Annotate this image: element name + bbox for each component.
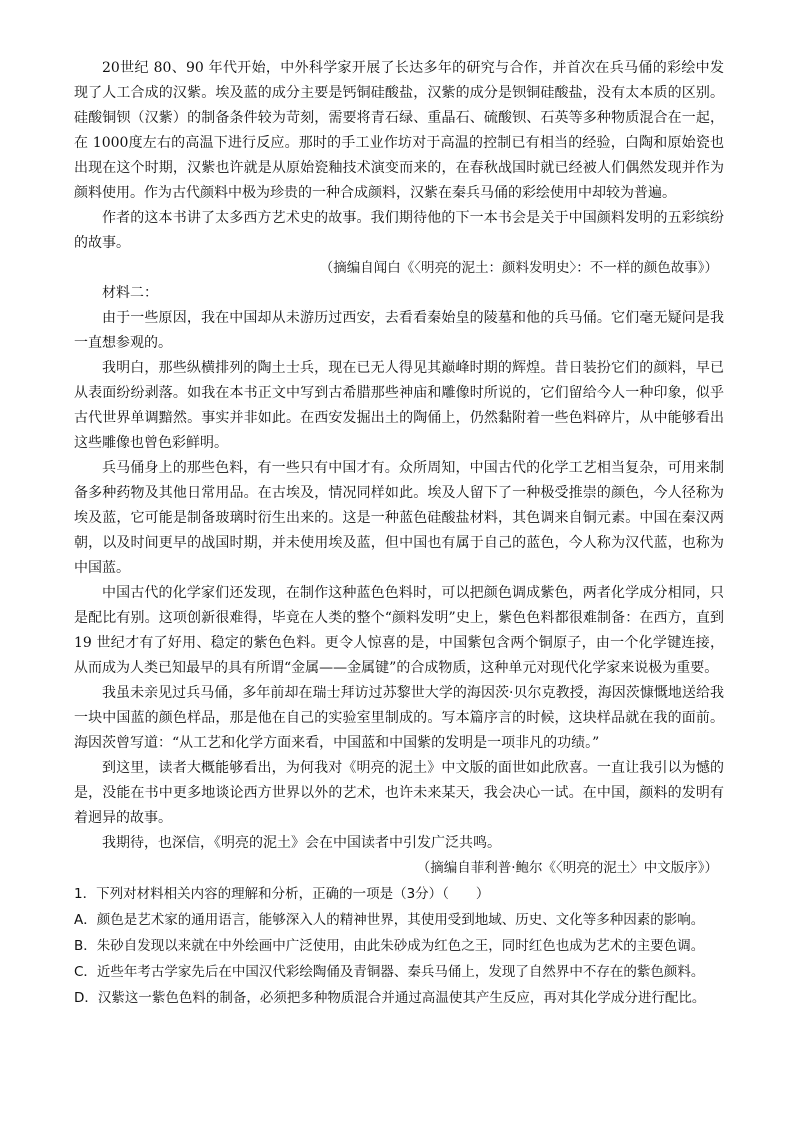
question-stem: 1．下列对材料相关内容的理解和分析，正确的一项是（3分）（ ） bbox=[74, 886, 490, 902]
material2-source: （摘编自菲利普·鲍尔《〈明亮的泥土〉中文版序》） bbox=[416, 860, 718, 876]
material1-paragraph-2: 作者的这本书讲了太多西方艺术史的故事。我们期待他的下一本书会是关于中国颜料发明的五彩缤纷的故事。 bbox=[74, 210, 724, 251]
material2-paragraph-4: 中国古代的化学家们还发现，在制作这种蓝色色料时，可以把颜色调成紫色，两者化学成分相同，只是配比有别。这项创新很难得，毕竟在人类的整个“颜料发明”史上，紫色色料都很难制备：在西方，直到 19 世纪才有了好用、稳定的紫色色料。更令人惊喜的是，中国紫包含两个铜原子，由一个化学键连接，从而成为人类已知最早的具有所谓“金属——金属键”的合成物质，这种单元对现代化学家来说极为重要。 bbox=[74, 585, 724, 676]
option-c[interactable]: C．近些年考古学家先后在中国汉代彩绘陶俑及青铜器、秦兵马俑上，发现了自然界中不存在的紫色颜料。 bbox=[74, 964, 705, 980]
material2-paragraph-3: 兵马俑身上的那些色料，有一些只有中国才有。众所周知，中国古代的化学工艺相当复杂，可用来制备多种药物及其他日常用品。在古埃及，情况同样如此。埃及人留下了一种极受推崇的颜色，今人径称为埃及蓝，它可能是制备玻璃时衍生出来的。这是一种蓝色硅酸盐材料，其色调来自铜元素。中国在秦汉两朝，以及时间更早的战国时期，并未使用埃及蓝，但中国也有属于自己的蓝色，今人称为汉代蓝，也称为中国蓝。 bbox=[74, 460, 724, 576]
material1-source: （摘编自闻白《〈明亮的泥土：颜料发明史〉：不一样的颜色故事》） bbox=[319, 260, 718, 276]
material2-paragraph-5: 我虽未亲见过兵马俑，多年前却在瑞士拜访过苏黎世大学的海因茨·贝尔克教授，海因茨慷慨地送给我一块中国蓝的颜色样品，那是他在自己的实验室里制成的。写本篇序言的时候，这块样品就在我的面前。海因茨曾写道：“从工艺和化学方面来看，中国蓝和中国紫的发明是一项非凡的功绩。” bbox=[74, 685, 724, 751]
material2-paragraph-7: 我期待，也深信，《明亮的泥土》会在中国读者中引发广泛共鸣。 bbox=[102, 835, 501, 851]
option-b[interactable]: B．朱砂自发现以来就在中外绘画中广泛使用，由此朱砂成为红色之王，同时红色也成为艺术的主要色调。 bbox=[74, 938, 705, 954]
material2-paragraph-1: 由于一些原因，我在中国却从未游历过西安，去看看秦始皇的陵墓和他的兵马俑。它们毫无疑问是我一直想参观的。 bbox=[74, 310, 724, 351]
material1-paragraph-1: 20世纪 80、90 年代开始，中外科学家开展了长达多年的研究与合作，并首次在兵马俑的彩绘中发现了人工合成的汉紫。埃及蓝的成分主要是钙铜硅酸盐，汉紫的成分是钡铜硅酸盐，没有太本质的区别。硅酸铜钡（汉紫）的制备条件较为苛刻，需要将青石绿、重晶石、硫酸钡、石英等多种物质混合在一起，在 1000度左右的高温下进行反应。那时的手工业作坊对于高温的控制已有相当的经验，白陶和原始瓷也出现在这个时期，汉紫也许就是从原始瓷釉技术演变而来的，在春秋战国时就已经被人们偶然发现并作为颜料使用。作为古代颜料中极为珍贵的一种合成颜料，汉紫在秦兵马俑的彩绘使用中却较为普遍。 bbox=[74, 60, 724, 201]
option-d[interactable]: D．汉紫这一紫色色料的制备，必须把多种物质混合并通过高温使其产生反应，再对其化学成分进行配比。 bbox=[74, 990, 706, 1006]
material2-paragraph-6: 到这里，读者大概能够看出，为何我对《明亮的泥土》中文版的面世如此欣喜。一直让我引以为憾的是，没能在书中更多地谈论西方世界以外的艺术，也许未来某天，我会决心一试。在中国，颜料的发明有着迥异的故事。 bbox=[74, 760, 724, 826]
exam-page bbox=[74, 56, 724, 1011]
material2-heading: 材料二： bbox=[102, 285, 158, 301]
material2-paragraph-2: 我明白，那些纵横排列的陶土士兵，现在已无人得见其巅峰时期的辉煌。昔日装扮它们的颜料，早已从表面纷纷剥落。如我在本书正文中写到古希腊那些神庙和雕像时所说的，它们留给今人一种印象，似乎古代世界单调黯然。事实并非如此。在西安发掘出土的陶俑上，仍然黏附着一些色料碎片，从中能够看出这些雕像也曾色彩鲜明。 bbox=[74, 360, 724, 451]
option-a[interactable]: A．颜色是艺术家的通用语言，能够深入人的精神世界，其使用受到地域、历史、文化等多种因素的影响。 bbox=[74, 912, 705, 928]
